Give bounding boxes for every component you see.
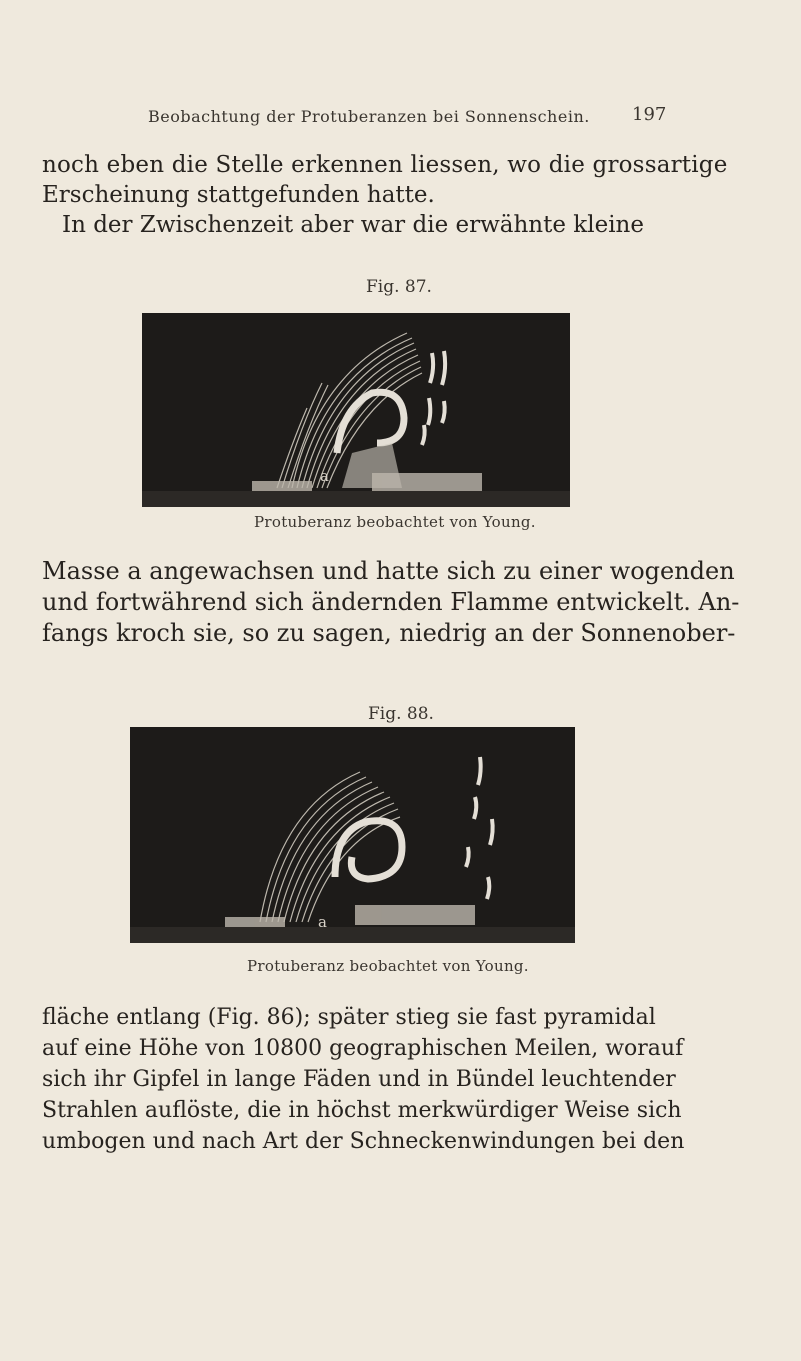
page-number: 197 xyxy=(632,104,667,125)
text-line: fläche entlang (Fig. 86); später stieg sie fast pyramidal xyxy=(42,1005,656,1030)
text-line: fangs kroch sie, so zu sagen, niedrig an der Sonnenober- xyxy=(42,619,736,647)
figure-88-label: Fig. 88. xyxy=(368,704,434,724)
figure-88-marker: a xyxy=(318,913,327,931)
paragraph-2 xyxy=(42,556,772,649)
prominence-illustration-88 xyxy=(130,727,575,943)
figure-87-marker: a xyxy=(320,467,329,485)
paragraph-3 xyxy=(42,1002,772,1157)
text-line: und fortwährend sich ändernden Flamme entwickelt. An- xyxy=(42,588,740,616)
figure-87-image xyxy=(142,313,570,507)
text-line: noch eben die Stelle erkennen liessen, wo die grossartige xyxy=(42,152,728,178)
figure-87-caption: Protuberanz beobachtet von Young. xyxy=(254,513,536,531)
text-line: umbogen und nach Art der Schneckenwindungen bei den xyxy=(42,1129,685,1154)
text-line: In der Zwischenzeit aber war die erwähnte kleine xyxy=(62,212,644,238)
figure-88-caption: Protuberanz beobachtet von Young. xyxy=(247,957,529,975)
text-line: sich ihr Gipfel in lange Fäden und in Bündel leuchtender xyxy=(42,1067,676,1092)
figure-87-label: Fig. 87. xyxy=(366,277,432,297)
text-line: Erscheinung stattgefunden hatte. xyxy=(42,182,435,208)
paragraph-1 xyxy=(42,150,772,240)
text-line: auf eine Höhe von 10800 geographischen Meilen, worauf xyxy=(42,1036,684,1061)
figure-88-image xyxy=(130,727,575,943)
text-line: Strahlen auflöste, die in höchst merkwürdiger Weise sich xyxy=(42,1098,682,1123)
prominence-illustration-87 xyxy=(142,313,570,507)
text-line: Masse a angewachsen und hatte sich zu einer wogenden xyxy=(42,557,735,585)
running-head: Beobachtung der Protuberanzen bei Sonnenschein. xyxy=(148,107,590,126)
